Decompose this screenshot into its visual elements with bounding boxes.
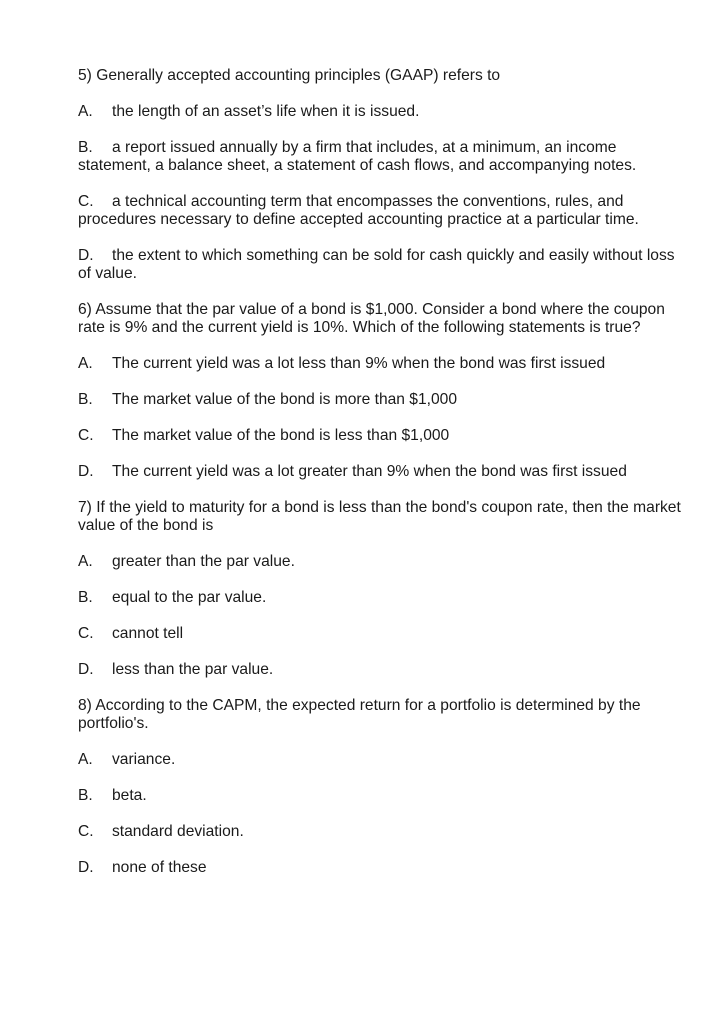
option-text: The current yield was a lot less than 9% when the bond was first issued <box>112 355 606 372</box>
option-text: the length of an asset’s life when it is issued. <box>112 103 420 120</box>
option-letter: C. <box>78 427 94 444</box>
option-letter: C. <box>78 193 94 210</box>
option-8b <box>78 787 682 805</box>
option-7a <box>78 553 682 571</box>
option-text: The market value of the bond is more than $1,000 <box>112 391 458 408</box>
option-text: cannot tell <box>112 625 184 642</box>
option-text: The current yield was a lot greater than 9% when the bond was first issued <box>112 463 627 480</box>
option-6a <box>78 355 682 373</box>
option-8c <box>78 823 682 841</box>
option-text: a report issued annually by a firm that includes, at a minimum, an income statement, a balance sheet, a statement of cash flows, and accompanying notes. <box>78 139 637 174</box>
option-letter: A. <box>78 103 93 120</box>
option-letter: D. <box>78 463 94 480</box>
option-text: variance. <box>112 751 176 768</box>
option-7b <box>78 589 682 607</box>
option-text: the extent to which something can be sold for cash quickly and easily without loss of value. <box>78 247 675 282</box>
option-5c <box>78 193 682 229</box>
option-letter: B. <box>78 139 93 156</box>
question-8: 8) According to the CAPM, the expected return for a portfolio is determined by the portfolio's. <box>78 697 641 732</box>
option-letter: D. <box>78 661 94 678</box>
option-letter: A. <box>78 553 93 570</box>
option-text: less than the par value. <box>112 661 274 678</box>
document-page <box>78 67 682 895</box>
option-letter: D. <box>78 859 94 876</box>
option-text: greater than the par value. <box>112 553 295 570</box>
option-5d <box>78 247 682 283</box>
option-6d <box>78 463 682 481</box>
question-5: 5) Generally accepted accounting principles (GAAP) refers to <box>78 67 501 84</box>
option-7d <box>78 661 682 679</box>
option-text: none of these <box>112 859 207 876</box>
option-letter: D. <box>78 247 94 264</box>
option-text: a technical accounting term that encompasses the conventions, rules, and procedures necessary to define accepted accounting practice at a particular time. <box>78 193 639 228</box>
option-letter: B. <box>78 787 93 804</box>
option-text: standard deviation. <box>112 823 244 840</box>
option-7c <box>78 625 682 643</box>
question-7: 7) If the yield to maturity for a bond is less than the bond's coupon rate, then the market value of the bond is <box>78 499 681 534</box>
option-text: beta. <box>112 787 147 804</box>
option-letter: C. <box>78 625 94 642</box>
option-text: The market value of the bond is less than $1,000 <box>112 427 450 444</box>
option-letter: B. <box>78 391 93 408</box>
option-letter: A. <box>78 751 93 768</box>
option-6c <box>78 427 682 445</box>
option-8a <box>78 751 682 769</box>
question-6: 6) Assume that the par value of a bond is $1,000. Consider a bond where the coupon rate is 9% and the current yield is 10%. Which of the following statements is true? <box>78 301 665 336</box>
option-letter: C. <box>78 823 94 840</box>
option-letter: A. <box>78 355 93 372</box>
option-5b <box>78 139 682 175</box>
option-6b <box>78 391 682 409</box>
option-8d <box>78 859 682 877</box>
option-letter: B. <box>78 589 93 606</box>
option-text: equal to the par value. <box>112 589 267 606</box>
option-5a <box>78 103 682 121</box>
